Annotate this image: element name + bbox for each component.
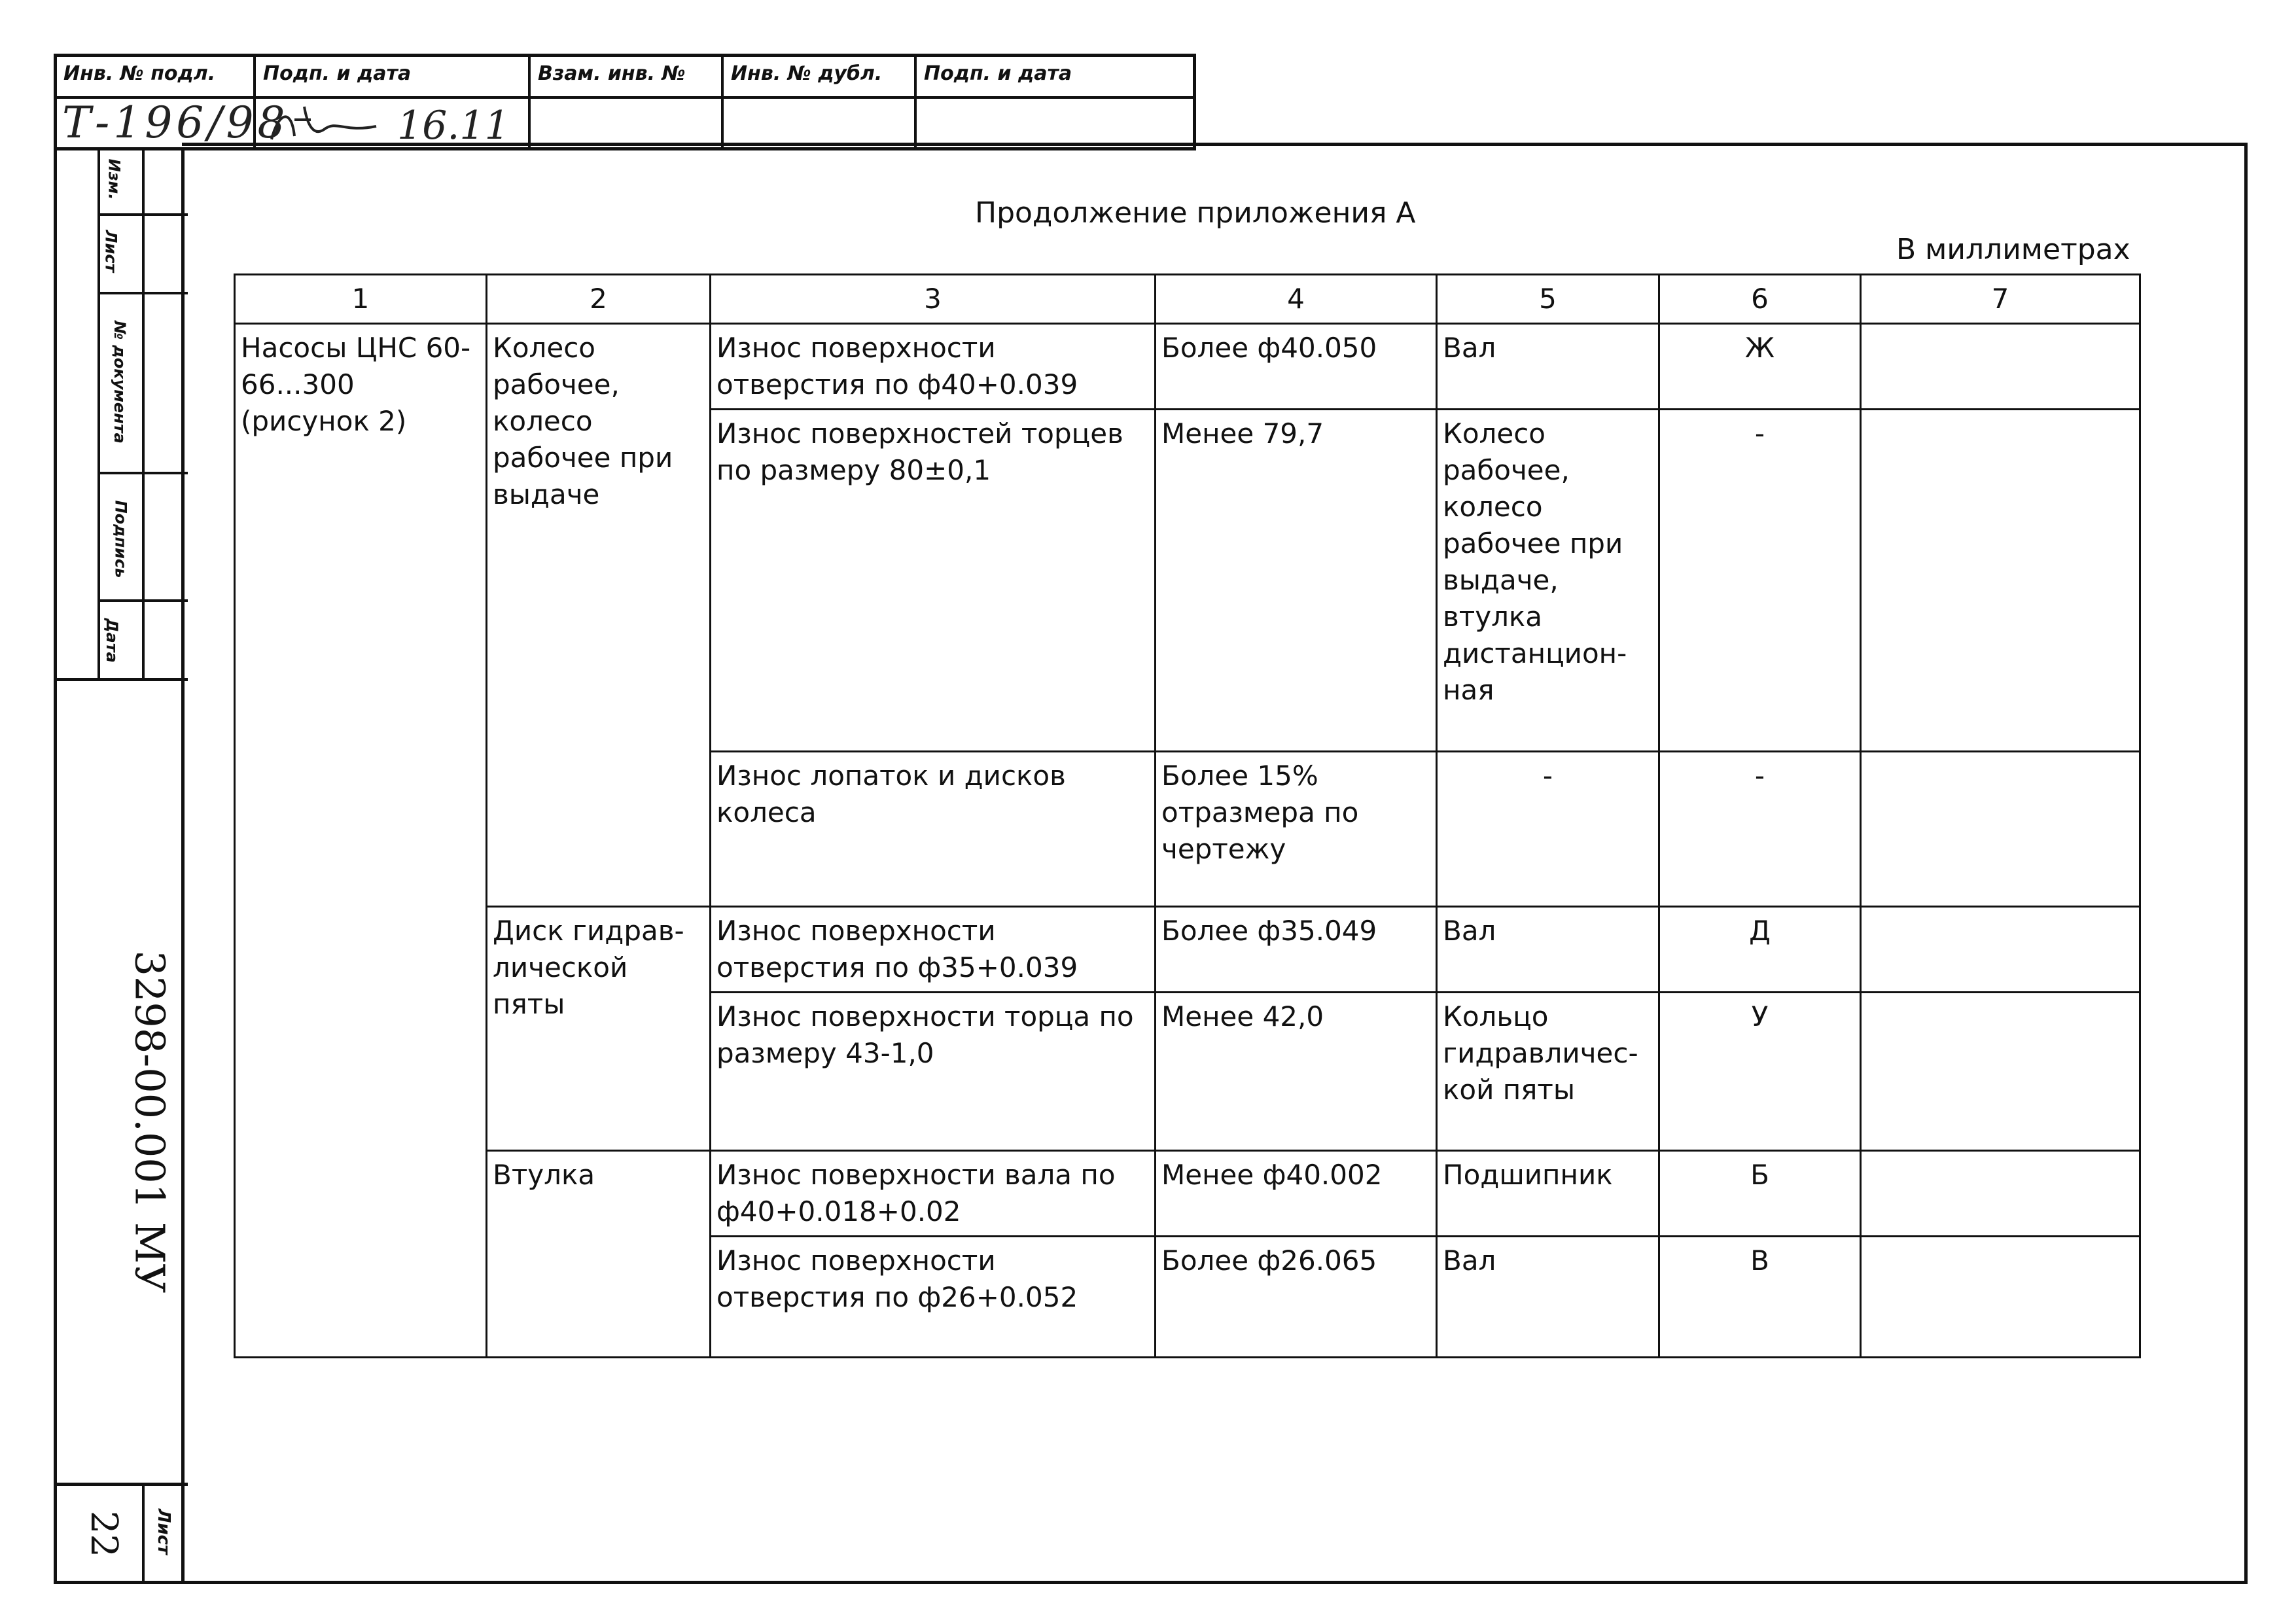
defect-cell: Износ поверхности отверстия по ф40+0.039	[711, 324, 1156, 410]
note-cell	[1861, 324, 2140, 410]
mate-cell: Подшипник	[1437, 1151, 1659, 1237]
code-cell: -	[1659, 752, 1861, 907]
column-header: 6	[1659, 275, 1861, 324]
inv-number: Т-196/98	[62, 97, 289, 148]
note-cell	[1861, 993, 2140, 1151]
sheet-label: Лист	[154, 1508, 174, 1555]
header-inv-podl: Инв. № подл.	[63, 62, 216, 85]
part-cell: Диск гидрав-лической пяты	[487, 907, 711, 1151]
mate-cell: Вал	[1437, 1237, 1659, 1358]
defect-cell: Износ поверхности отверстия по ф26+0.052	[711, 1237, 1156, 1358]
code-cell: Ж	[1659, 324, 1861, 410]
mate-cell: Кольцо гидравличес-кой пяты	[1437, 993, 1659, 1151]
header-podp-data-2: Подп. и дата	[924, 62, 1072, 85]
mate-cell: Вал	[1437, 324, 1659, 410]
defect-cell: Износ лопаток и дисков колеса	[711, 752, 1156, 907]
column-header: 3	[711, 275, 1156, 324]
limit-cell: Более ф26.065	[1156, 1237, 1437, 1358]
note-cell	[1861, 1151, 2140, 1237]
defect-cell: Износ поверхности отверстия по ф35+0.039	[711, 907, 1156, 993]
defect-cell: Износ поверхности вала по ф40+0.018+0.02	[711, 1151, 1156, 1237]
limit-cell: Более 15% отразмера по чертежу	[1156, 752, 1437, 907]
limit-cell: Менее ф40.002	[1156, 1151, 1437, 1237]
header-podp-data: Подп. и дата	[263, 62, 412, 85]
note-cell	[1861, 410, 2140, 752]
defect-cell: Износ поверхностей торцев по размеру 80±0,1	[711, 410, 1156, 752]
defect-cell: Износ поверхности торца по размеру 43-1,0	[711, 993, 1156, 1151]
side-label-podpis: Подпись	[111, 500, 130, 578]
code-cell: -	[1659, 410, 1861, 752]
table-header-row	[235, 275, 2140, 324]
limit-cell: Более ф40.050	[1156, 324, 1437, 410]
note-cell	[1861, 1237, 2140, 1358]
code-cell: Б	[1659, 1151, 1861, 1237]
table-row	[235, 324, 2140, 410]
code-cell: В	[1659, 1237, 1861, 1358]
signature-date: 16.11	[397, 103, 510, 149]
limit-cell: Менее 79,7	[1156, 410, 1437, 752]
limit-cell: Менее 42,0	[1156, 993, 1437, 1151]
mate-cell: -	[1437, 752, 1659, 907]
column-header: 1	[235, 275, 487, 324]
limit-cell: Более ф35.049	[1156, 907, 1437, 993]
side-label-data: Дата	[102, 618, 121, 663]
units-label: В миллиметрах	[1896, 233, 2130, 266]
part-cell: Втулка	[487, 1151, 711, 1358]
part-cell: Колесо рабочее, колесо рабочее при выдаче	[487, 324, 711, 907]
top-title-block	[54, 54, 1196, 150]
header-inv-dubl: Инв. № дубл.	[731, 62, 883, 85]
column-header: 2	[487, 275, 711, 324]
code-cell: Д	[1659, 907, 1861, 993]
side-label-list: Лист	[101, 230, 120, 273]
code-cell: У	[1659, 993, 1861, 1151]
header-vzam-inv: Взам. инв. №	[538, 62, 686, 85]
table-row	[235, 1151, 2140, 1237]
left-strip	[54, 148, 185, 1584]
mate-cell: Вал	[1437, 907, 1659, 993]
side-label-doc: № документа	[110, 321, 129, 444]
column-header: 4	[1156, 275, 1437, 324]
table-row	[235, 907, 2140, 993]
side-label-izm: Изм.	[105, 158, 124, 200]
wear-limits-table	[234, 273, 2141, 1358]
note-cell	[1861, 907, 2140, 993]
note-cell	[1861, 752, 2140, 907]
product-cell: Насосы ЦНС 60-66...300 (рисунок 2)	[235, 324, 487, 1358]
column-header: 5	[1437, 275, 1659, 324]
appendix-heading: Продолжение приложения А	[975, 196, 1416, 230]
column-header: 7	[1861, 275, 2140, 324]
sheet-number: 22	[82, 1510, 126, 1558]
mate-cell: Колесо рабочее, колесо рабочее при выдаче, втулка дистанцион-ная	[1437, 410, 1659, 752]
document-code: 3298-00.001 МУ	[126, 950, 174, 1294]
